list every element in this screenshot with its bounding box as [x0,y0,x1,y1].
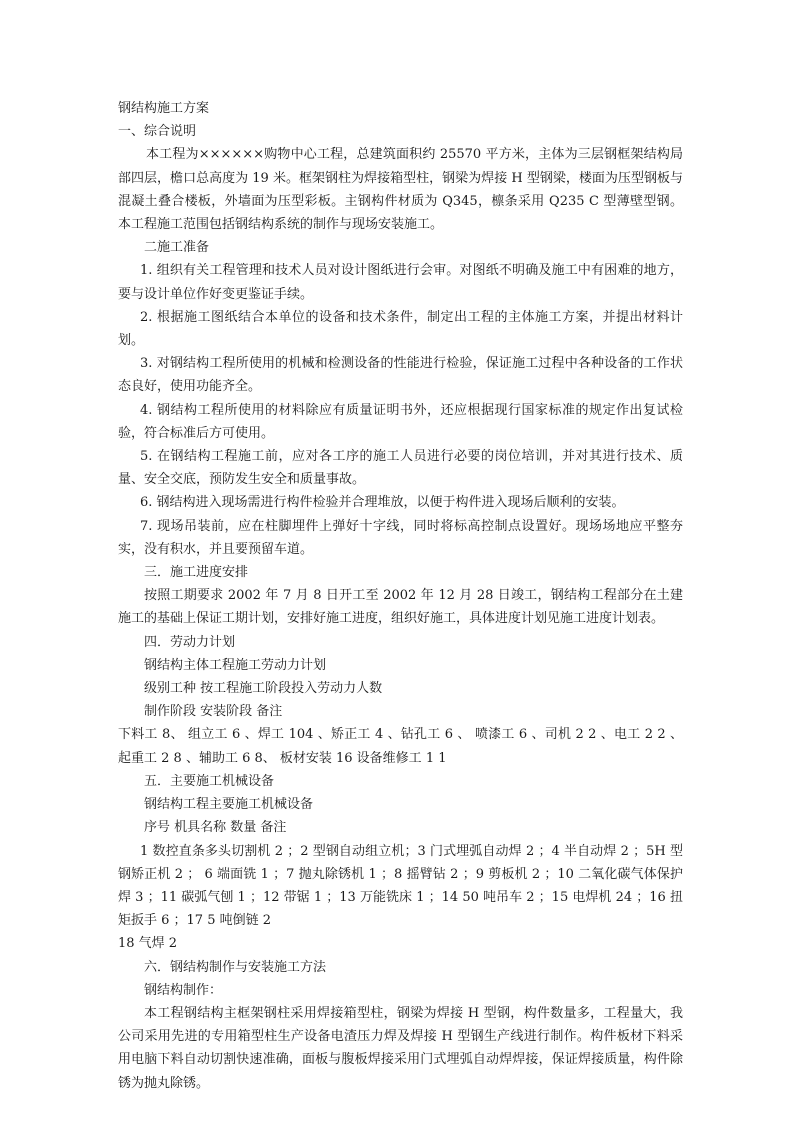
section-6-heading: 六．钢结构制作与安装施工方法 [144,959,327,975]
document-body [118,97,683,1095]
section-6-body: 本工程钢结构主框架钢柱采用焊接箱型柱，钢梁为焊接 H 型钢，构件数量多，工程量大，我公司采用先进的专用箱型柱生产设备电渣压力焊及焊接 H 型钢生产线进行制作。构件板材下料采用电脑下料自动切割快速准确，面板与腹板焊接采用门式埋弧自动焊焊接，保证焊接质量，构件除锈为抛丸除锈。 [118,1005,683,1091]
section-5-table-header: 序号 机具名称 数量 备注 [144,820,287,836]
section-2-item-1: 1. 组织有关工程管理和技术人员对设计图纸进行会审。对图纸不明确及施工中有困难的地方，要与设计单位作好变更鉴证手续。 [118,263,683,302]
document-title: 钢结构施工方案 [118,101,210,116]
section-5-heading: 五．主要施工机械设备 [144,773,275,789]
section-4-table-subheader: 制作阶段 安装阶段 备注 [144,704,283,720]
section-4-table-header: 级别工种 按工程施工阶段投入劳动力人数 [144,681,383,697]
section-4-table-title: 钢结构主体工程施工劳动力计划 [144,657,327,673]
section-4-heading: 四．劳动力计划 [144,634,236,650]
section-1-heading: 一、综合说明 [118,124,197,140]
section-2-item-5: 5. 在钢结构工程施工前，应对各工序的施工人员进行必要的岗位培训，并对其进行技术、质量、安全交底，预防发生安全和质量事故。 [118,449,683,488]
section-3-body: 按照工期要求 2002 年 7 月 8 日开工至 2002 年 12 月 28 日竣工，钢结构工程部分在土建施工的基础上保证工期计划，安排好施工进度，组织好施工，具体进度计划见施工进度计划表。 [118,588,683,627]
section-2-item-3: 3. 对钢结构工程所使用的机械和检测设备的性能进行检验，保证施工过程中各种设备的工作状态良好，使用功能齐全。 [118,356,683,395]
section-5-equipment-last: 18 气焊 2 [118,936,178,952]
section-4-labor-data: 下料工 8、 组立工 6 、焊工 104 、矫正工 4 、钻孔工 6 、 喷漆工 6 、司机 2 2 、电工 2 2 、起重工 2 8 、辅助工 6 8、 板材安装 16 设备维修工 1 1 [118,727,683,766]
section-2-item-4: 4. 钢结构工程所使用的材料除应有质量证明书外，还应根据现行国家标准的规定作出复试检验，符合标准后方可使用。 [118,402,683,441]
section-2-item-2: 2. 根据施工图纸结合本单位的设备和技术条件，制定出工程的主体施工方案，并提出材料计划。 [118,309,683,349]
section-3-heading: 三．施工进度安排 [144,565,249,581]
section-5-table-title: 钢结构工程主要施工机械设备 [144,797,314,813]
section-5-equipment-data: 1 数控直条多头切割机 2 ；2 型钢自动组立机；3 门式埋弧自动焊 2 ；4 半自动焊 2 ；5H 型钢矫正机 2 ； 6 端面铣 1 ；7 抛丸除锈机 1 ；8 摇臂钻 2 ；9 剪板机 2 ；10 二氧化碳气体保护焊 3 ；11 碳弧气刨 1 ；12 带锯 1 ；13 万能铣床 1 ；14 50 吨吊车 2 ；15 电焊机 24 ；16 扭矩扳手 6 ；17 5 吨倒链 2 [118,843,683,929]
section-1-body: 本工程为××××××购物中心工程，总建筑面积约 25570 平方米，主体为三层钢框架结构局部四层，檐口总高度为 19 米。框架钢柱为焊接箱型柱，钢梁为焊接 H 型钢梁，楼面为压型钢板与混凝土叠合楼板，外墙面为压型彩板。主钢构件材质为 Q345，檩条采用 Q235 C 型薄壁型钢。本工程施工范围包括钢结构系统的制作与现场安装施工。 [118,147,683,233]
section-6-subheading: 钢结构制作： [144,982,223,998]
section-2-heading: 二施工准备 [144,240,210,256]
section-2-item-7: 7. 现场吊装前，应在柱脚埋件上弹好十字线，同时将标高控制点设置好。现场场地应平整夯实，没有积水，并且要预留车道。 [118,518,683,557]
section-2-item-6: 6. 钢结构进入现场需进行构件检验并合理堆放，以便于构件进入现场后顺利的安装。 [140,495,625,511]
